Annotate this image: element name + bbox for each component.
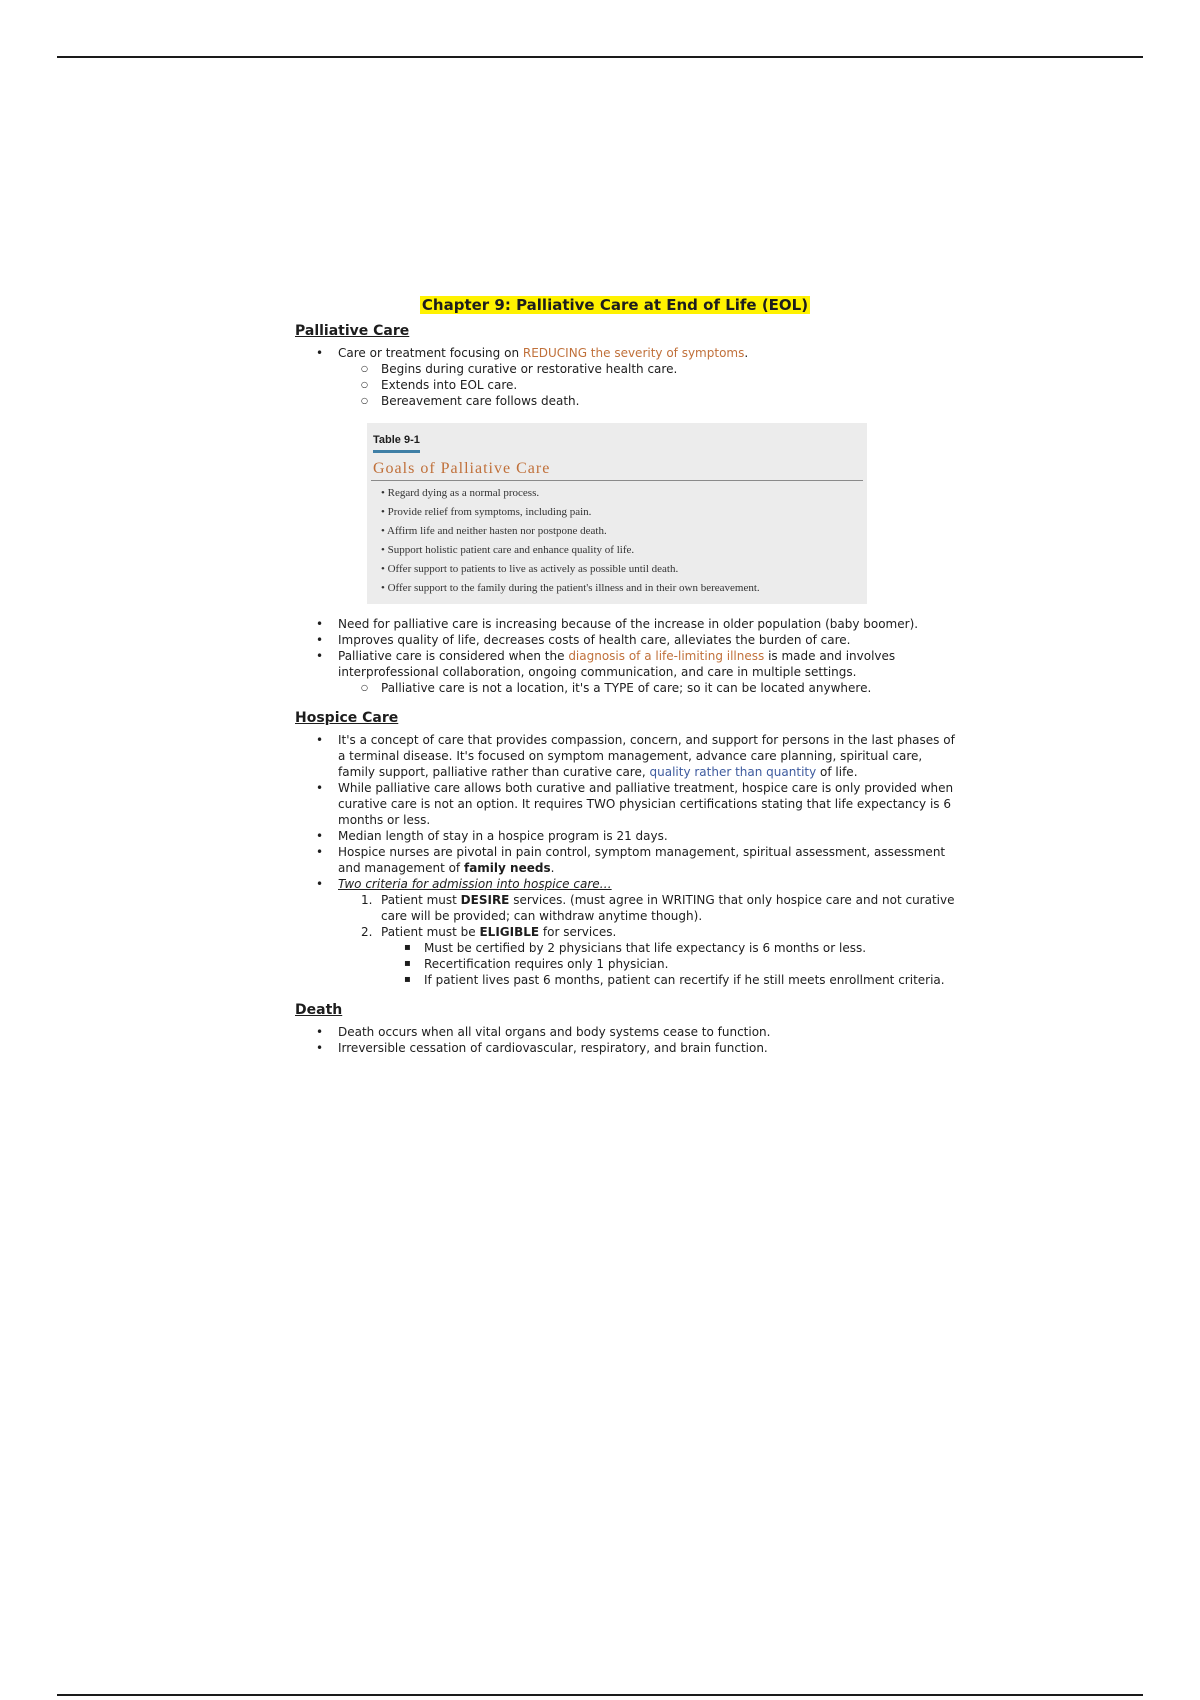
table-item: • Offer support to patients to live as actively as possible until death.	[381, 560, 863, 579]
sub-list-item: ○ Extends into EOL care.	[381, 377, 955, 393]
top-rule	[57, 56, 1143, 58]
list-item: • Irreversible cessation of cardiovascular, respiratory, and brain function.	[338, 1040, 955, 1056]
bottom-rule	[57, 1694, 1143, 1696]
title-wrap	[275, 295, 955, 315]
text: .	[550, 861, 555, 875]
section-heading-death: Death	[295, 1002, 343, 1018]
highlight-text: quality rather than quantity	[649, 765, 817, 779]
list-item	[338, 732, 955, 780]
criteria-label: Two criteria for admission into hospice care…	[338, 877, 612, 891]
sub-list	[381, 940, 955, 988]
text: is made and involves interprofessional collaboration, ongoing communication, and care in multiple settings.	[338, 649, 896, 679]
list-item	[338, 345, 955, 409]
table-item: • Regard dying as a normal process.	[381, 484, 863, 503]
bold-text: ELIGIBLE	[479, 925, 540, 939]
list-item: • Death occurs when all vital organs and body systems cease to function.	[338, 1024, 955, 1040]
table-item: • Offer support to the family during the patient's illness and in their own bereavement.	[381, 579, 863, 598]
sub-list-item: ○ Begins during curative or restorative health care.	[381, 361, 955, 377]
bold-text: family needs	[463, 861, 551, 875]
sub-list-item: ○ Bereavement care follows death.	[381, 393, 955, 409]
list-item	[338, 648, 955, 696]
text: It's a concept of care that provides compassion, concern, and support for persons in the last phases of a terminal disease. It's focused on symptom management, advance care planning, spiritual care, family support, palliative rather than curative care,	[338, 733, 955, 779]
highlight-text: diagnosis of a life-limiting illness	[568, 649, 765, 663]
list-item	[338, 876, 955, 988]
criteria-item	[361, 924, 955, 988]
list-item: • While palliative care allows both curative and palliative treatment, hospice care is only provided when curative care is not an option. It requires TWO physician certifications stating that life expectancy is 6 months or less.	[338, 780, 955, 828]
list-item: • Improves quality of life, decreases costs of health care, alleviates the burden of care.	[338, 632, 955, 648]
sub-list	[338, 680, 955, 696]
text: Patient must be	[381, 925, 480, 939]
document-body	[295, 295, 955, 1056]
section-heading-hospice: Hospice Care	[295, 710, 399, 726]
palliative-list	[295, 345, 955, 409]
table-items	[371, 484, 863, 598]
table-item: • Affirm life and neither hasten nor postpone death.	[381, 522, 863, 541]
list-item	[338, 844, 955, 876]
section-heading-palliative: Palliative Care	[295, 323, 410, 339]
bold-text: DESIRE	[460, 893, 510, 907]
sub-list-item: ○ Palliative care is not a location, it's a TYPE of care; so it can be located anywhere.	[381, 680, 955, 696]
table-item: • Support holistic patient care and enhance quality of life.	[381, 541, 863, 560]
criteria-list	[338, 892, 955, 988]
hospice-list	[295, 732, 955, 988]
sub-list-item: ▪ Recertification requires only 1 physician.	[424, 956, 955, 972]
text: .	[744, 346, 749, 360]
table-item: • Provide relief from symptoms, including pain.	[381, 503, 863, 522]
table-title: Goals of Palliative Care	[373, 460, 551, 477]
text: Palliative care is considered when the	[338, 649, 569, 663]
text: for services.	[539, 925, 617, 939]
goals-table-image	[367, 423, 867, 604]
text: of life.	[816, 765, 858, 779]
death-list	[295, 1024, 955, 1056]
page-title: Chapter 9: Palliative Care at End of Life (EOL)	[421, 296, 809, 314]
table-label: Table 9-1	[373, 432, 420, 453]
text: Hospice nurses are pivotal in pain control, symptom management, spiritual assessment, assessment and management of	[338, 845, 946, 875]
sub-list-item: ▪ If patient lives past 6 months, patient can recertify if he still meets enrollment criteria.	[424, 972, 955, 988]
item-number: 1.	[361, 893, 373, 907]
text: Patient must	[381, 893, 461, 907]
list-item: • Median length of stay in a hospice program is 21 days.	[338, 828, 955, 844]
list-item: • Need for palliative care is increasing because of the increase in older population (baby boomer).	[338, 616, 955, 632]
highlight-text: REDUCING the severity of symptoms	[522, 346, 745, 360]
criteria-item	[361, 892, 955, 924]
table-divider	[371, 480, 863, 481]
sub-list	[338, 361, 955, 409]
palliative-list-continued	[295, 616, 955, 696]
text: Care or treatment focusing on	[338, 346, 523, 360]
text: services. (must agree in WRITING that only hospice care and not curative care will be provided; can withdraw anytime though).	[381, 893, 955, 923]
sub-list-item: ▪ Must be certified by 2 physicians that life expectancy is 6 months or less.	[424, 940, 955, 956]
item-number: 2.	[361, 925, 373, 939]
